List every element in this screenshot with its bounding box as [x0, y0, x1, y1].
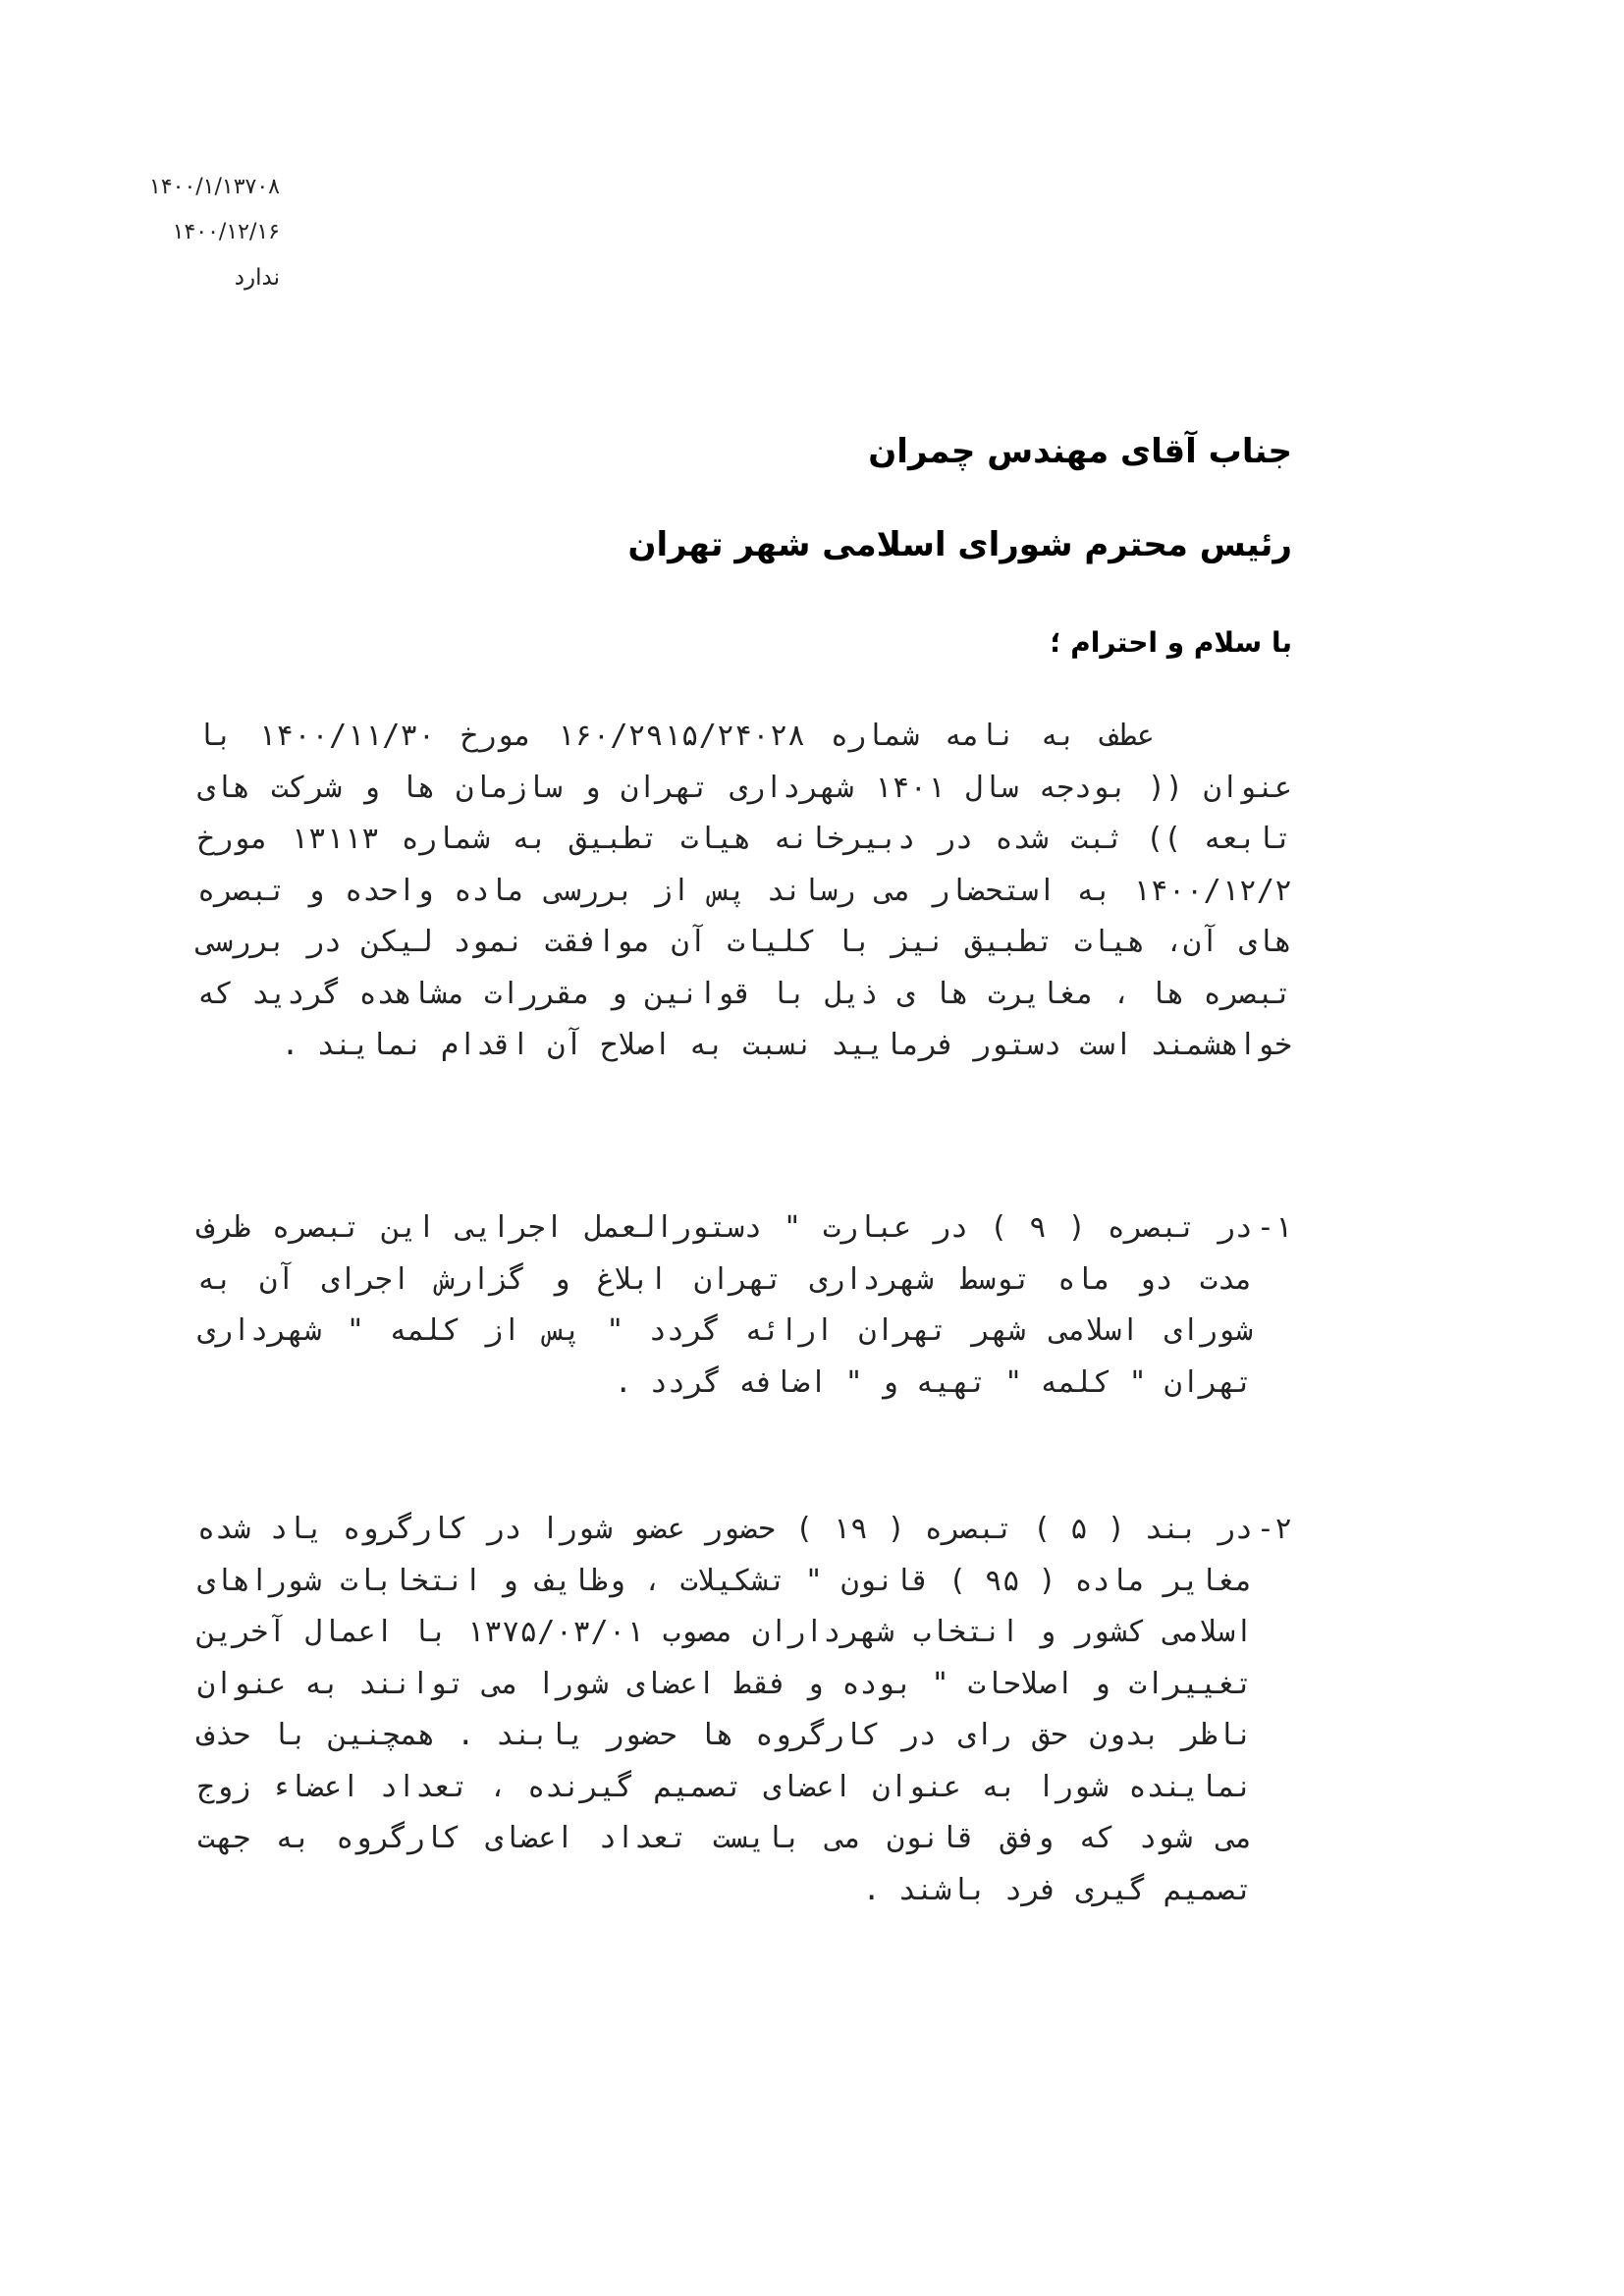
list-item-text: در تبصره ( ۹ ) در عبارت " دستورالعمل اجرایی این تبصره ظرف مدت دو ماه توسط شهرداری تهران ابلاغ و گزارش اجرای آن به شورای اسلامی شهر تهران ارائه گردد " پس از کلمه " شهرداری تهران " کلمه " تهیه و " اضافه گردد . [197, 1210, 1253, 1400]
letter-number: ۱۴۰۰/۱/۱۳۷۰۸ [149, 175, 280, 199]
addressee: جناب آقای مهندس چمران [868, 432, 1292, 471]
list-item [197, 1202, 1292, 1409]
addressee-title: رئیس محترم شورای اسلامی شهر تهران [627, 525, 1292, 564]
letter-attachment: ندارد [234, 265, 280, 291]
letter-date: ۱۴۰۰/۱۲/۱۶ [172, 220, 280, 244]
list-item-number: ۱- [1256, 1210, 1292, 1245]
greeting: با سلام و احترام ؛ [1050, 626, 1292, 659]
intro-paragraph: عطف به نامه شماره ۱۶۰/۲۹۱۵/۲۴۰۲۸ مورخ ۱۴۰۰/۱۱/۳۰ با عنوان (( بودجه سال ۱۴۰۱ شهرداری تهران و سازمان ها و شرکت های تابعه )) ثبت شده در دبیرخانه هیات تطبیق به شماره ۱۳۱۱۳ مورخ ۱۴۰۰/۱۲/۲ به استحضار می رساند پس از بررسی ماده واحده و تبصره های آن، هیات تطبیق نیز با کلیات آن موافقت نمود لیکن در بررسی تبصره ها ، مغایرت ها ی ذیل با قوانین و مقررات مشاهده گردید که خواهشمند است دستور فرمایید نسبت به اصلاح آن اقدام نمایند . [197, 719, 1293, 1062]
letter-meta [93, 165, 280, 300]
list-item [197, 1504, 1292, 1916]
list-item-text: در بند ( ۵ ) تبصره ( ۱۹ ) حضور عضو شورا در کارگروه یاد شده مغایر ماده ( ۹۵ ) قانون " تشکیلات ، وظایف و انتخابات شوراهای اسلامی کشور و انتخاب شهرداران مصوب ۱۳۷۵/۰۳/۰۱ با اعمال آخرین تغییرات و اصلاحات " بوده و فقط اعضای شورا می توانند به عنوان ناظر بدون حق رای در کارگروه ها حضور یابند . همچنین با حذف نماینده شورا به عنوان اعضای تصمیم گیرنده ، تعداد اعضاء زوج می شود که وفق قانون می بایست تعداد اعضای کارگروه به جهت تصمیم گیری فرد باشند . [197, 1512, 1254, 1907]
list-item-number: ۲- [1256, 1512, 1292, 1546]
